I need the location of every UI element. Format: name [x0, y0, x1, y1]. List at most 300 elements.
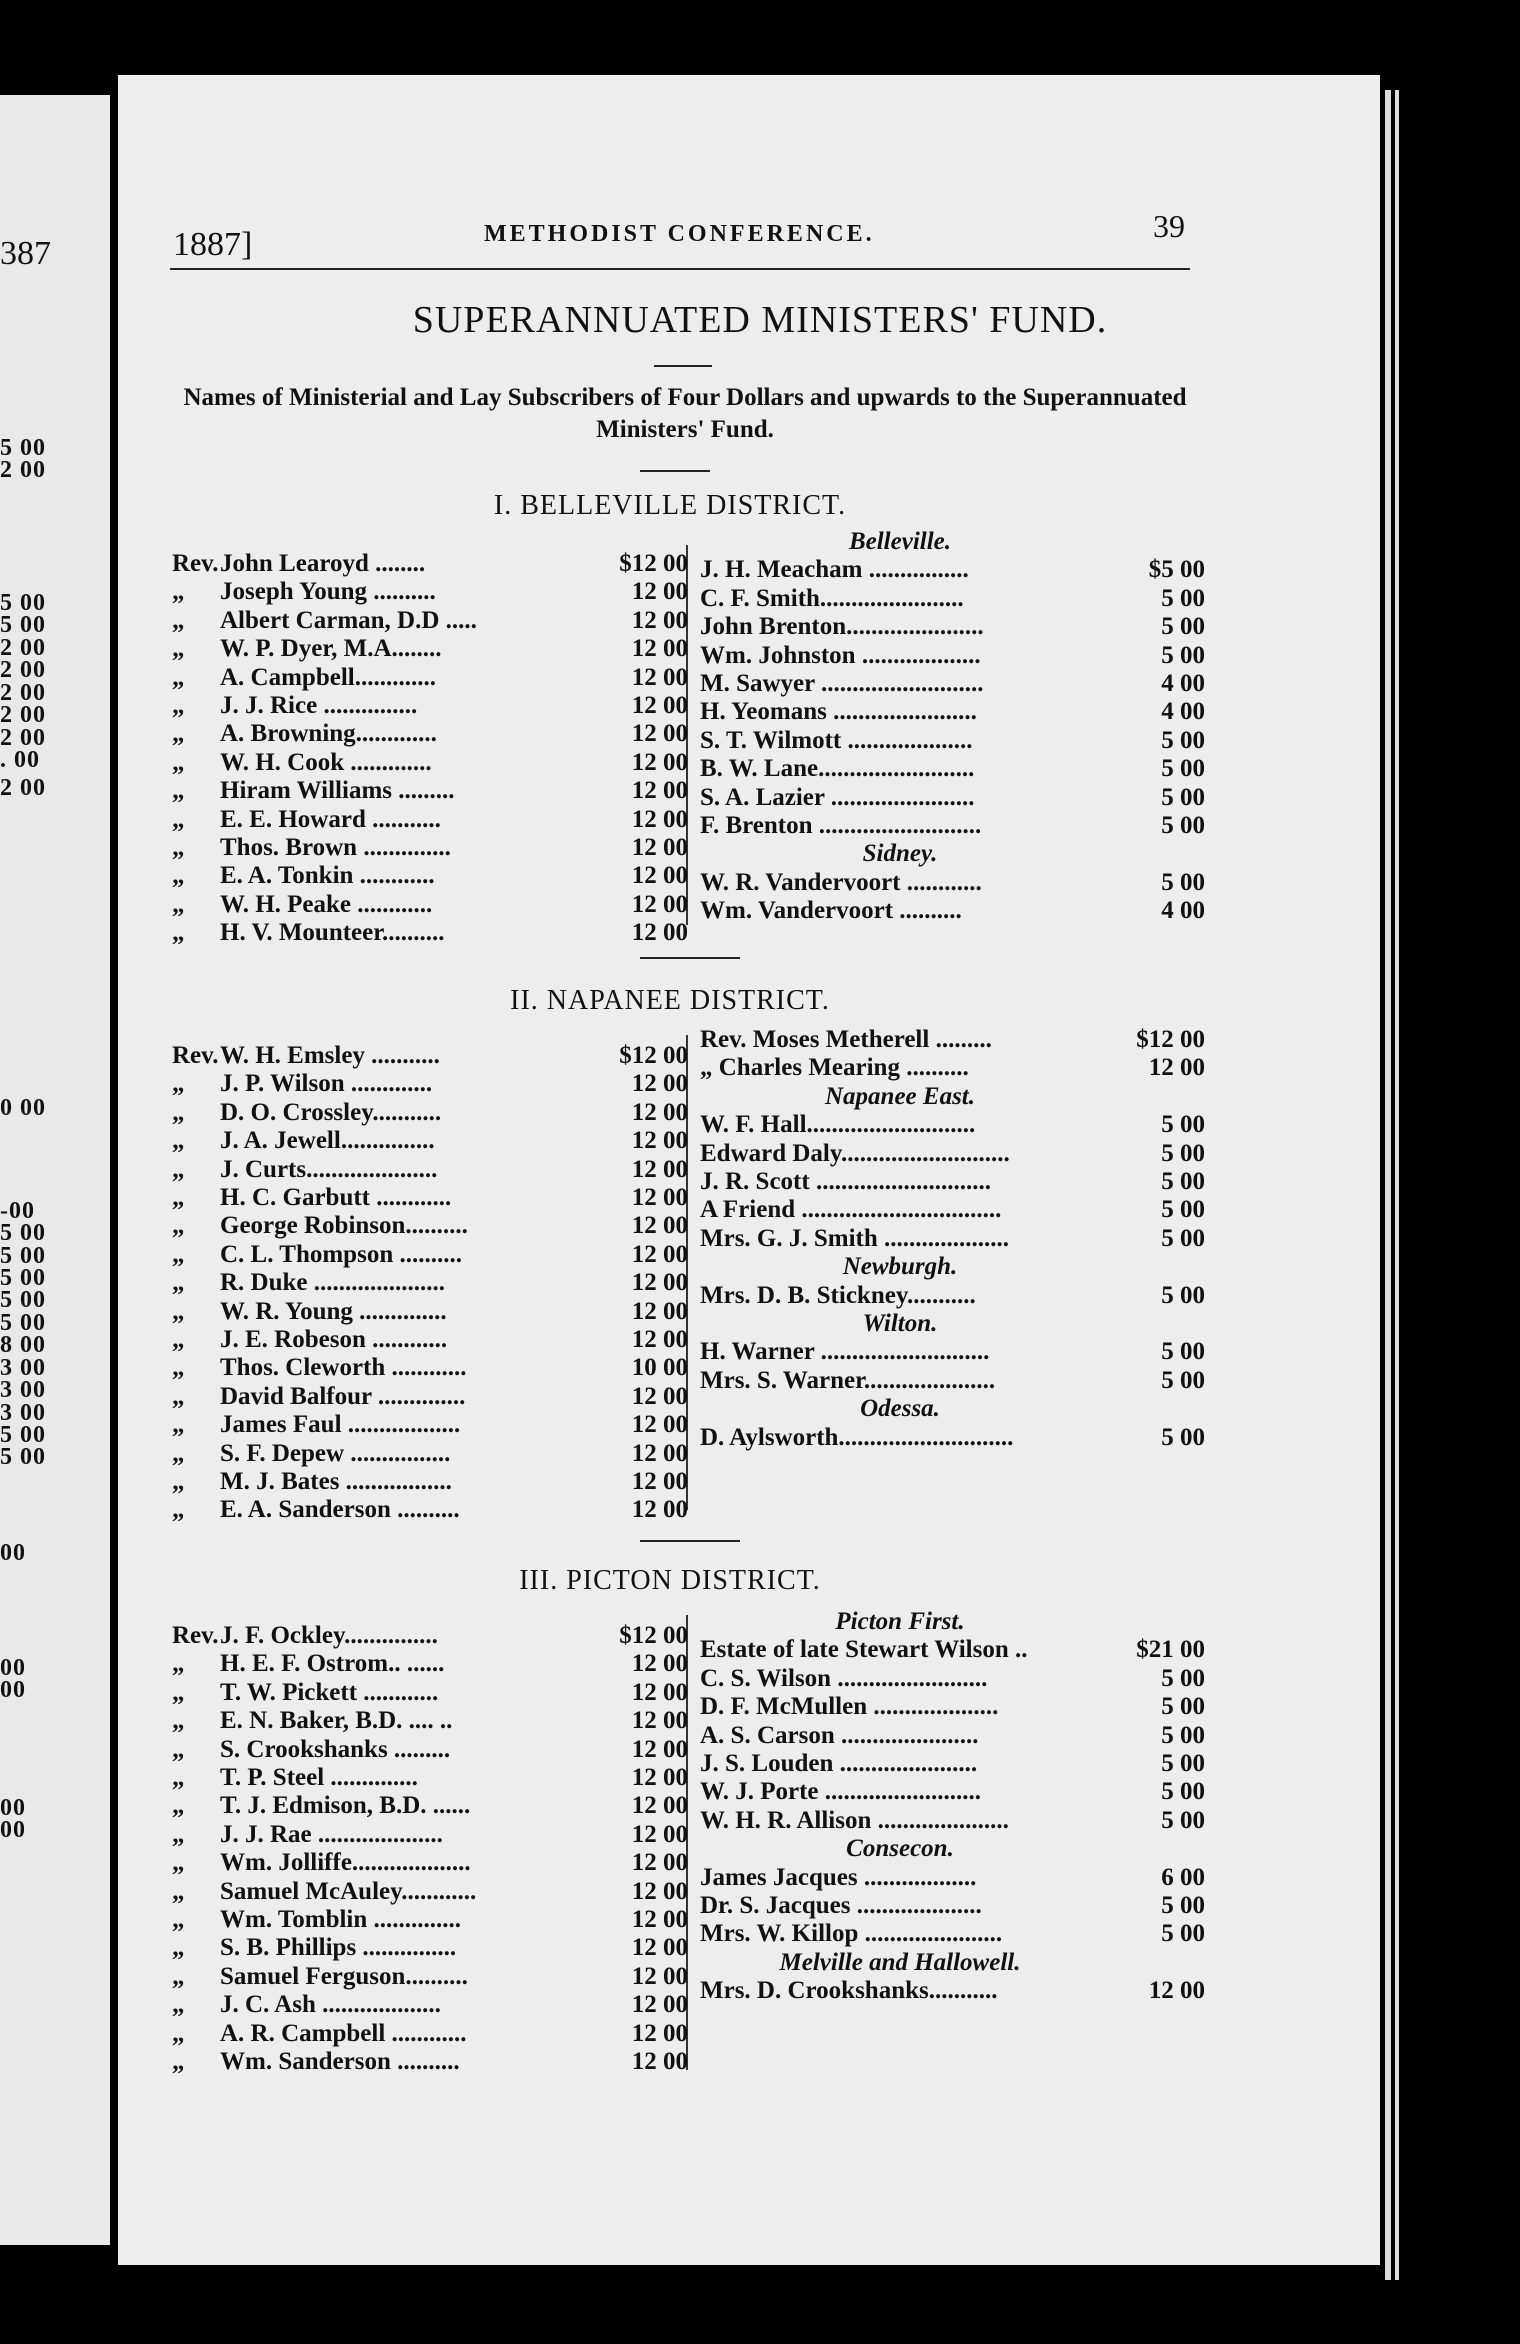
row-prefix: „ [172, 692, 185, 719]
subscriber-row: M. Sawyer .......................... [700, 670, 984, 697]
row-prefix: „ [172, 1098, 185, 1126]
row-prefix: „ [172, 1439, 185, 1467]
previous-page-amount: 5 00 [0, 1287, 46, 1313]
subscriber-row: C. S. Wilson ........................ [700, 1664, 988, 1692]
previous-page-amount: 5 00 [0, 1444, 46, 1470]
page-number: 39 [1153, 208, 1185, 244]
subscriber-row [172, 578, 436, 606]
subscriber-row: A Friend ................................ [700, 1196, 1002, 1224]
subscriber-name: J. J. Rice ............... [220, 692, 418, 719]
previous-page-amount: 5 00 [0, 1310, 46, 1336]
row-prefix: „ [172, 1468, 185, 1495]
subscriber-row: John Brenton...................... [700, 613, 984, 641]
subscriber-row [172, 1792, 470, 1820]
locality-heading: Odessa. [860, 1395, 940, 1423]
subscription-amount: 12 00 [631, 1877, 688, 1905]
subscription-amount: 4 00 [1161, 670, 1205, 697]
subscription-amount: 6 00 [1161, 1863, 1205, 1891]
subscriber-row [172, 777, 455, 805]
subscriber-row [172, 1042, 440, 1070]
subscriber-row: Estate of late Stewart Wilson .. [700, 1636, 1028, 1664]
row-prefix: „ [172, 834, 185, 861]
district-heading: I. BELLEVILLE DISTRICT. [493, 490, 847, 521]
subscriber-row [172, 1736, 450, 1764]
subscriber-row: Wm. Johnston ................... [700, 641, 981, 669]
previous-page-amount: 00 [0, 1655, 26, 1681]
subscriber-name: Samuel Ferguson.......... [220, 1962, 468, 1990]
subscriber-row: W. R. Vandervoort ............ [700, 868, 982, 896]
subscription-amount: 12 00 [631, 1991, 688, 2019]
subscriber-row [172, 1963, 468, 1991]
subscriber-name: H. E. F. Ostrom.. ...... [220, 1650, 445, 1678]
subscription-amount: 12 00 [631, 1098, 688, 1126]
previous-page-amount: 5 00 [0, 590, 46, 616]
subscriber-name: H. V. Mounteer.......... [220, 919, 445, 947]
subscriber-name: Joseph Young .......... [220, 578, 436, 606]
subscriber-name: W. H. Emsley ........... [220, 1042, 440, 1069]
subscription-amount: 12 00 [631, 777, 688, 805]
subscriber-row [172, 1906, 461, 1934]
subscription-amount: $5 00 [1148, 556, 1205, 584]
subscriber-row: J. S. Louden ...................... [700, 1750, 978, 1777]
running-title: METHODIST CONFERENCE. [484, 221, 875, 247]
subscriber-row [172, 1326, 447, 1354]
page-edge [1395, 90, 1399, 2280]
locality-heading: Wilton. [862, 1310, 938, 1337]
previous-page-amount: 0 00 [0, 1095, 46, 1121]
subscription-amount: 12 00 [631, 1212, 688, 1240]
subscriber-row [172, 1878, 476, 1906]
row-prefix: „ [172, 890, 185, 918]
subscriber-row: H. Yeomans ....................... [700, 698, 977, 726]
subscriber-name: A. Campbell............. [220, 663, 436, 691]
subscriber-name: R. Duke ..................... [220, 1269, 446, 1297]
page-edge [1385, 90, 1391, 2280]
subscription-amount: $12 00 [619, 1042, 688, 1069]
subscriber-name: J. C. Ash ................... [220, 1991, 441, 2019]
row-prefix: „ [172, 1820, 185, 1848]
subscriber-row [172, 1496, 460, 1524]
previous-page-amount: 5 00 [0, 435, 46, 461]
subscription-amount: 12 00 [631, 692, 688, 719]
subscriber-row: „ Charles Mearing .......... [700, 1054, 969, 1082]
subscriber-row [172, 1184, 451, 1212]
subscription-amount: 12 00 [631, 1650, 688, 1678]
subscriber-row: Mrs. W. Killop ...................... [700, 1920, 1003, 1948]
subscriber-name: Samuel McAuley............ [220, 1877, 477, 1905]
subscription-amount: $12 00 [619, 1622, 688, 1649]
subscription-amount: 5 00 [1161, 868, 1205, 896]
subscriber-name: A. Browning............. [220, 720, 437, 748]
row-prefix: „ [172, 777, 185, 805]
subscriber-name: Wm. Tomblin .............. [220, 1906, 462, 1933]
subscriber-name: A. R. Campbell ............ [220, 2019, 467, 2047]
subscriber-name: T. W. Pickett ............ [220, 1678, 439, 1706]
previous-page-amount: -00 [0, 1198, 35, 1224]
previous-page-amount: 2 00 [0, 635, 46, 661]
previous-page-amount: 2 00 [0, 702, 46, 728]
subscriber-name: J. J. Rae .................... [220, 1820, 443, 1848]
subscriber-row [172, 1354, 467, 1382]
previous-page-amount: 00 [0, 1677, 26, 1703]
subscription-amount: 10 00 [631, 1354, 688, 1382]
subscriber-name: James Faul .................. [220, 1411, 461, 1439]
subscription-amount: 12 00 [631, 1934, 688, 1962]
subscriber-name: S. B. Phillips ............... [220, 1934, 457, 1962]
subscriber-row: A. S. Carson ...................... [700, 1721, 979, 1749]
locality-heading: Belleville. [848, 528, 952, 555]
subscription-amount: 5 00 [1161, 613, 1205, 641]
subscriber-name: Thos. Brown .............. [220, 834, 451, 861]
row-prefix: „ [172, 1650, 185, 1678]
locality-heading: Sidney. [862, 840, 938, 868]
subscription-amount: 4 00 [1161, 698, 1205, 726]
previous-page-amount: 2 00 [0, 680, 46, 706]
subscriber-name: J. E. Robeson ............ [220, 1326, 448, 1353]
subscriber-row: Mrs. D. B. Stickney........... [700, 1281, 976, 1309]
subscriber-name: E. A. Sanderson .......... [220, 1496, 460, 1524]
subscriber-row: W. F. Hall........................... [700, 1111, 976, 1139]
row-prefix: „ [172, 1934, 185, 1962]
subscriber-row [172, 1440, 450, 1468]
subscriber-name: S. F. Depew ................ [220, 1439, 451, 1467]
subscription-amount: 5 00 [1161, 783, 1205, 811]
subscriber-row: B. W. Lane......................... [700, 755, 975, 783]
subscriber-name: E. N. Baker, B.D. .... .. [220, 1707, 453, 1735]
row-prefix: „ [172, 1411, 185, 1439]
subscriber-name: W. P. Dyer, M.A........ [220, 635, 442, 663]
row-prefix: „ [172, 1849, 185, 1877]
previous-page-amount: 5 00 [0, 1243, 46, 1269]
row-prefix: „ [172, 663, 185, 691]
subscriber-name: W. H. Peake ............ [220, 890, 433, 918]
row-prefix: „ [172, 1382, 185, 1410]
subscription-amount: $12 00 [1136, 1026, 1205, 1053]
subscriber-row: H. Warner ........................... [700, 1338, 990, 1366]
subscriber-row [172, 1468, 452, 1496]
subscriber-row: S. A. Lazier ....................... [700, 783, 975, 811]
subscriber-name: W. R. Young .............. [220, 1297, 447, 1325]
subscription-amount: 12 00 [631, 862, 688, 890]
subscription-amount: 12 00 [631, 1127, 688, 1155]
row-prefix: „ [172, 1735, 185, 1763]
row-prefix: „ [172, 1155, 185, 1183]
subscriber-row [172, 1241, 462, 1269]
subscription-amount: 12 00 [631, 1184, 688, 1211]
subscription-amount: 12 00 [631, 748, 688, 776]
subscription-amount: 12 00 [631, 1792, 688, 1820]
subscriber-name: J. F. Ockley............... [220, 1622, 438, 1649]
subscription-amount: 12 00 [631, 1678, 688, 1706]
subscriber-row [172, 834, 451, 862]
subscriber-row [172, 664, 436, 692]
locality-heading: Newburgh. [842, 1253, 958, 1281]
subscriber-row [172, 891, 432, 919]
subscriber-name: Albert Carman, D.D ..... [220, 606, 477, 634]
subscription-amount: 4 00 [1161, 897, 1205, 925]
row-prefix: „ [172, 1269, 185, 1297]
subscription-amount: 5 00 [1161, 1423, 1205, 1451]
row-prefix: „ [172, 1354, 185, 1382]
subscriber-row: W. J. Porte ......................... [700, 1778, 981, 1806]
subscription-amount: 5 00 [1161, 1281, 1205, 1309]
row-prefix: „ [172, 1707, 185, 1735]
subscription-amount: 5 00 [1161, 1806, 1205, 1834]
subscriber-row [172, 1212, 468, 1240]
subscription-amount: 5 00 [1161, 1778, 1205, 1806]
subscriber-row: Edward Daly........................... [700, 1139, 1010, 1167]
subscriber-row [172, 1934, 456, 1962]
subscriber-row: Mrs. D. Crookshanks........... [700, 1977, 998, 2005]
subscriber-row [172, 1269, 445, 1297]
subscription-amount: 12 00 [631, 578, 688, 606]
subscriber-row: F. Brenton .......................... [700, 812, 982, 839]
subscription-amount: 12 00 [631, 1070, 688, 1098]
subscription-amount: 5 00 [1161, 1224, 1205, 1252]
subscription-amount: 5 00 [1161, 1338, 1205, 1366]
subscription-amount: 5 00 [1161, 1196, 1205, 1224]
subscriber-row: Wm. Vandervoort .......... [700, 897, 962, 925]
subscription-amount: 12 00 [631, 1382, 688, 1410]
locality-heading: Picton First. [835, 1608, 965, 1635]
subscription-amount: 12 00 [631, 890, 688, 918]
subscriber-name: Wm. Sanderson .......... [220, 2048, 460, 2075]
previous-page-amount: 8 00 [0, 1332, 46, 1358]
row-prefix: „ [172, 1792, 185, 1820]
subscriber-row: Mrs. G. J. Smith .................... [700, 1224, 1010, 1252]
row-prefix: „ [172, 1070, 185, 1098]
subscription-amount: 5 00 [1161, 1920, 1205, 1948]
subscriber-row: D. Aylsworth............................ [700, 1423, 1014, 1451]
subscription-amount: 5 00 [1161, 1892, 1205, 1919]
row-prefix: Rev. [172, 1042, 219, 1069]
subscriber-row [172, 2048, 460, 2076]
subscriber-row [172, 919, 445, 947]
subscription-amount: 12 00 [1148, 1054, 1205, 1082]
row-prefix: Rev. [172, 1622, 219, 1649]
subscriber-row: J. R. Scott ............................ [700, 1168, 991, 1195]
subscriber-row: J. H. Meacham ................ [700, 556, 969, 584]
subscription-amount: 12 00 [631, 1906, 688, 1933]
row-prefix: „ [172, 2048, 185, 2075]
subscriber-row [172, 1127, 435, 1155]
row-prefix: „ [172, 1184, 185, 1211]
row-prefix: „ [172, 720, 185, 748]
previous-page-amount: 5 00 [0, 1265, 46, 1291]
subscription-amount: 5 00 [1161, 1366, 1205, 1394]
subscription-amount: 12 00 [631, 1849, 688, 1877]
subscription-amount: 12 00 [631, 919, 688, 947]
subscription-amount: 5 00 [1161, 641, 1205, 669]
previous-page-amount: 00 [0, 1817, 26, 1843]
row-prefix: „ [172, 1212, 185, 1240]
subscription-amount: 5 00 [1161, 1693, 1205, 1721]
subscriber-name: D. O. Crossley........... [220, 1098, 442, 1126]
subscriber-row: C. F. Smith....................... [700, 584, 964, 612]
subscriber-row [172, 635, 442, 663]
row-prefix: „ [172, 2019, 185, 2047]
row-prefix: „ [172, 1326, 185, 1353]
previous-page-amount: 5 00 [0, 1220, 46, 1246]
subscription-amount: 12 00 [631, 2048, 688, 2075]
subscriber-row: Mrs. S. Warner..................... [700, 1366, 996, 1394]
subscriber-row [172, 1298, 447, 1326]
title-rule [654, 365, 712, 367]
subscriber-name: David Balfour .............. [220, 1382, 466, 1410]
row-prefix: „ [172, 606, 185, 634]
subscription-amount: 5 00 [1161, 1168, 1205, 1195]
previous-page-amount: 3 00 [0, 1400, 46, 1426]
row-prefix: „ [172, 1127, 185, 1155]
subscription-amount: 12 00 [631, 663, 688, 691]
subscriber-name: E. E. Howard ........... [220, 805, 441, 833]
subscriber-row [172, 806, 441, 834]
subscriber-row: W. H. R. Allison ..................... [700, 1806, 1009, 1834]
row-prefix: „ [172, 1297, 185, 1325]
subscriber-row [172, 607, 477, 635]
previous-page-amount: 3 00 [0, 1377, 46, 1403]
row-prefix: „ [172, 1906, 185, 1933]
subscriber-row [172, 1679, 438, 1707]
subscription-amount: 12 00 [631, 1764, 688, 1791]
district-heading: III. PICTON DISTRICT. [519, 1565, 821, 1596]
subscriber-name: T. J. Edmison, B.D. ...... [220, 1792, 471, 1820]
previous-page-year: 387 [0, 235, 51, 272]
subscription-amount: 12 00 [631, 1269, 688, 1297]
subscriber-row: S. T. Wilmott .................... [700, 726, 973, 754]
subscription-amount: 12 00 [631, 1439, 688, 1467]
previous-page-amount: 2 00 [0, 657, 46, 683]
subscription-amount: 5 00 [1161, 1139, 1205, 1167]
subscriber-name: T. P. Steel .............. [220, 1764, 418, 1791]
row-prefix: „ [172, 862, 185, 890]
district-rule [640, 1540, 740, 1542]
locality-heading: Napanee East. [825, 1082, 975, 1110]
header-year: 1887] [173, 226, 253, 263]
subscription-amount: 12 00 [631, 1411, 688, 1439]
row-prefix: „ [172, 748, 185, 776]
subscriber-row [172, 1099, 441, 1127]
subscriber-name: J. P. Wilson ............. [220, 1070, 433, 1098]
subscription-amount: 5 00 [1161, 1664, 1205, 1692]
subscriber-row [172, 1991, 441, 2019]
district-rule [640, 957, 740, 959]
previous-page-amount: 2 00 [0, 457, 46, 483]
subscriber-name: Thos. Cleworth ............ [220, 1354, 467, 1382]
subscription-amount: 12 00 [631, 606, 688, 634]
subscriber-row [172, 2020, 467, 2048]
subscription-amount: 12 00 [631, 2019, 688, 2047]
subscriber-row [172, 720, 437, 748]
subscriber-row [172, 1821, 443, 1849]
locality-heading: Melville and Hallowell. [779, 1948, 1021, 1976]
subscription-amount: 5 00 [1161, 584, 1205, 612]
subscription-amount: 5 00 [1161, 1111, 1205, 1139]
previous-page-amount: 00 [0, 1795, 26, 1821]
subscription-amount: $21 00 [1136, 1636, 1205, 1664]
subscriber-row: Rev. Moses Metherell ......... [700, 1026, 992, 1053]
subscription-amount: 5 00 [1161, 755, 1205, 783]
subscriber-name: Hiram Williams ......... [220, 777, 455, 805]
previous-page-amount: 5 00 [0, 612, 46, 638]
previous-page-amount: . 00 [0, 747, 40, 773]
subscription-amount: 12 00 [631, 1297, 688, 1325]
subscriber-row [172, 1411, 460, 1439]
subscriber-row [172, 862, 435, 890]
row-prefix: „ [172, 1496, 185, 1524]
subscription-amount: 12 00 [631, 1326, 688, 1353]
subscription-amount: 12 00 [631, 1735, 688, 1763]
district-heading: II. NAPANEE DISTRICT. [510, 985, 830, 1016]
subscriber-name: Wm. Jolliffe................... [220, 1849, 471, 1877]
subscription-amount: 5 00 [1161, 726, 1205, 754]
subscriber-name: J. Curts..................... [220, 1155, 438, 1183]
subscription-amount: 12 00 [631, 635, 688, 663]
subscriber-row [172, 1070, 432, 1098]
subscriber-row: D. F. McMullen .................... [700, 1693, 999, 1721]
subscription-amount: 12 00 [631, 1155, 688, 1183]
row-prefix: „ [172, 1678, 185, 1706]
page-subtitle: Names of Ministerial and Lay Subscribers of Four Dollars and upwards to the Superannuated Ministers' Fund. [183, 384, 1187, 443]
subscriber-name: E. A. Tonkin ............ [220, 862, 435, 890]
row-prefix: „ [172, 805, 185, 833]
subscriber-row [172, 1156, 437, 1184]
section-rule [640, 470, 710, 472]
subscriber-name: H. C. Garbutt ............ [220, 1184, 452, 1211]
locality-heading: Consecon. [846, 1835, 954, 1863]
row-prefix: „ [172, 578, 185, 606]
subscriber-name: M. J. Bates ................. [220, 1468, 452, 1495]
subscription-amount: 5 00 [1161, 1721, 1205, 1749]
previous-page-amount: 2 00 [0, 725, 46, 751]
page-title: SUPERANNUATED MINISTERS' FUND. [412, 299, 1108, 341]
row-prefix: „ [172, 919, 185, 947]
subscription-amount: 12 00 [631, 1496, 688, 1524]
subscriber-row [172, 1849, 471, 1877]
previous-page-amount: 2 00 [0, 775, 46, 801]
subscription-amount: 12 00 [631, 834, 688, 861]
subscriber-row [172, 550, 425, 578]
previous-page-amount: 3 00 [0, 1355, 46, 1381]
subscriber-name: George Robinson.......... [220, 1212, 468, 1240]
subscription-amount: 12 00 [631, 1240, 688, 1268]
subscriber-row [172, 749, 432, 777]
row-prefix: „ [172, 635, 185, 663]
previous-page-fragment [0, 95, 110, 2245]
subscriber-name: C. L. Thompson .......... [220, 1240, 462, 1268]
subscriber-row [172, 1707, 452, 1735]
subscriber-name: W. H. Cook ............. [220, 748, 432, 776]
subscriber-name: J. A. Jewell............... [220, 1127, 435, 1155]
row-prefix: „ [172, 1962, 185, 1990]
subscriber-row [172, 1622, 438, 1650]
row-prefix: „ [172, 1240, 185, 1268]
subscription-amount: $12 00 [619, 550, 688, 577]
subscription-amount: 12 00 [1148, 1977, 1205, 2005]
subscriber-name: S. Crookshanks ......... [220, 1735, 451, 1763]
row-prefix: „ [172, 1877, 185, 1905]
subscription-amount: 5 00 [1161, 1750, 1205, 1777]
subscription-amount: 12 00 [631, 1820, 688, 1848]
subscriber-row [172, 1383, 465, 1411]
row-prefix: „ [172, 1991, 185, 2019]
row-prefix: „ [172, 1764, 185, 1791]
subscription-amount: 12 00 [631, 805, 688, 833]
subscription-amount: 12 00 [631, 1962, 688, 1990]
header-rule [170, 268, 1190, 270]
subscriber-name: John Learoyd ........ [220, 550, 426, 577]
previous-page-amount: 00 [0, 1540, 26, 1566]
